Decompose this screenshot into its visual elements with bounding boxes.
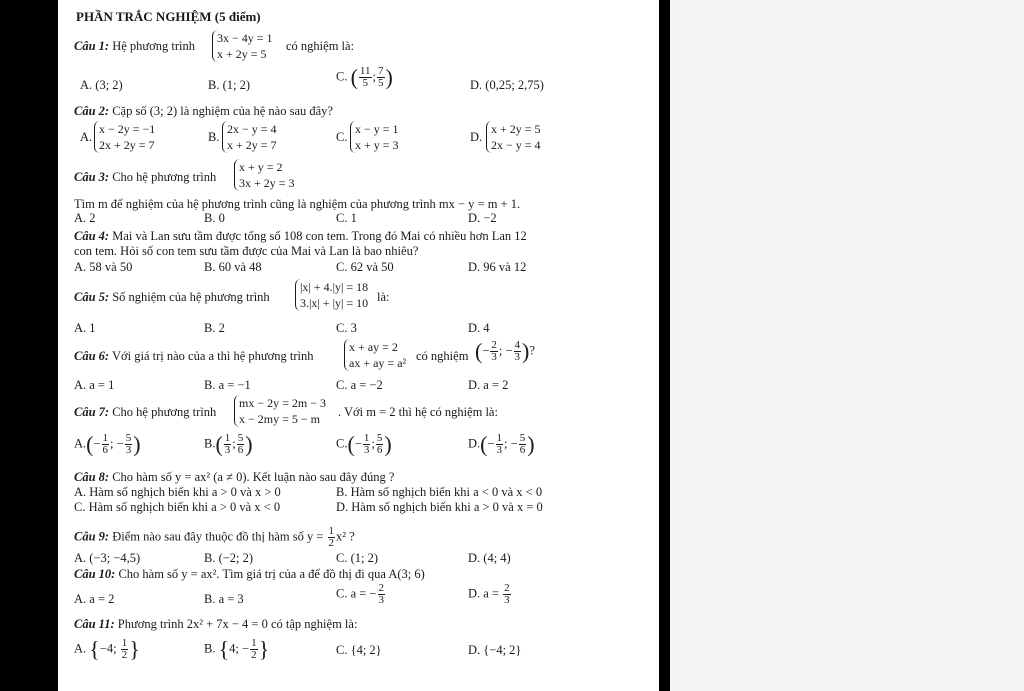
question-label: Câu 5: xyxy=(74,290,110,304)
option-b: B. 2 xyxy=(204,321,225,335)
option-c: C. a = −2 xyxy=(336,378,383,392)
question-label: Câu 2: xyxy=(74,104,110,118)
option-c: C. {4; 2} xyxy=(336,643,382,657)
question-text: Cho hàm số y = ax² (a ≠ 0). Kết luận nào sau đây đúng ? xyxy=(112,470,395,484)
option-a: x − 2y = −1 2x + 2y = 7 xyxy=(94,121,155,153)
question-2 xyxy=(74,104,333,118)
option-b-label: B. xyxy=(208,130,220,144)
option-a: A. (−3; −4,5) xyxy=(74,551,141,565)
option-c-label: C. xyxy=(336,130,348,144)
option-d: D.(− $\frac{1}{3}$ ; − $\frac{5}{6}$ ) xyxy=(468,431,535,457)
question-text: Cho hệ phương trình xyxy=(112,170,217,184)
question-text: Cho hàm số y = ax². Tìm giá trị của a để đồ thị đi qua A(3; 6) xyxy=(118,567,425,581)
option-b: B. 0 xyxy=(204,211,225,225)
option-a: A. 2 xyxy=(74,211,96,225)
option-a: A. a = 1 xyxy=(74,378,115,392)
question-text: là: xyxy=(377,290,390,304)
equation-system: mx − 2y = 2m − 3 x − 2my = 5 − m xyxy=(234,395,326,427)
equation-system xyxy=(212,30,273,62)
question-11 xyxy=(74,617,357,631)
option-a-label: A. xyxy=(80,130,93,144)
option-b: B. (−2; 2) xyxy=(204,551,254,565)
question-8 xyxy=(74,470,394,484)
question-label: Câu 7: xyxy=(74,405,110,419)
option-d: x + 2y = 5 2x − y = 4 xyxy=(486,121,541,153)
question-3 xyxy=(74,170,216,184)
option-b: B. 60 và 48 xyxy=(204,260,262,274)
option-d: D. a = $\frac{2}{3}$ xyxy=(468,582,510,606)
question-text: Phương trình 2x² + 7x − 4 = 0 có tập nghiệm là: xyxy=(117,617,358,631)
option-a: A. Hàm số nghịch biến khi a > 0 và x > 0 xyxy=(74,485,281,499)
question-7 xyxy=(74,405,216,419)
option-b: B.( $\frac{1}{3}$ ; $\frac{5}{6}$ ) xyxy=(204,431,253,457)
question-label: Câu 3: xyxy=(74,170,110,184)
question-text: Cho hệ phương trình xyxy=(112,405,217,419)
option-d: D. a = 2 xyxy=(468,378,509,392)
question-text: Tìm m để nghiệm của hệ phương trình cũng là nghiệm của phương trình mx − y = m + 1. xyxy=(74,197,521,211)
question-10 xyxy=(74,567,425,581)
question-text: Số nghiệm của hệ phương trình xyxy=(112,290,270,304)
question-text: Cặp số (3; 2) là nghiệm của hệ nào sau đây? xyxy=(112,104,333,118)
option-d: D. (4; 4) xyxy=(468,551,511,565)
option-b: B. a = 3 xyxy=(204,592,244,606)
option-a: A. 1 xyxy=(74,321,96,335)
option-c: C. a = − $\frac{2}{3}$ xyxy=(336,582,384,606)
equation-system: x + y = 2 3x + 2y = 3 xyxy=(234,159,295,191)
question-label: Câu 4: xyxy=(74,229,110,243)
option-c: C. Hàm số nghịch biến khi a > 0 và x < 0 xyxy=(74,500,281,514)
question-5 xyxy=(74,290,270,304)
option-b: B. a = −1 xyxy=(204,378,251,392)
option-c: C. (1; 2) xyxy=(336,551,379,565)
question-6 xyxy=(74,349,314,363)
question-4 xyxy=(74,229,527,243)
option-c: C. 1 xyxy=(336,211,357,225)
option-c: x − y = 1 x + y = 3 xyxy=(350,121,399,153)
option-c: C. 3 xyxy=(336,321,357,335)
option-a: A. (3; 2) xyxy=(80,78,123,92)
question-text: có nghiệm là: xyxy=(286,39,355,53)
question-label: Câu 9: xyxy=(74,529,110,544)
option-b: B. Hàm số nghịch biến khi a < 0 và x < 0 xyxy=(336,485,543,499)
question-9: Câu 9: Điểm nào sau đây thuộc đồ thị hàm số y = $\frac{1}{2}$ x² ? xyxy=(74,525,355,549)
question-text: Hệ phương trình xyxy=(112,39,196,53)
equation-system: |x| + 4.|y| = 18 3.|x| + |y| = 10 xyxy=(295,279,368,311)
question-text: Với giá trị nào của a thì hệ phương trình xyxy=(111,349,314,363)
option-a: A. a = 2 xyxy=(74,592,115,606)
equation-system: x + ay = 2 ax + ay = a² xyxy=(344,339,406,371)
option-d: D. Hàm số nghịch biến khi a > 0 và x = 0 xyxy=(336,500,543,514)
question-1 xyxy=(74,39,195,53)
right-panel xyxy=(670,0,1024,691)
option-d: D. 96 và 12 xyxy=(468,260,527,274)
option-d: D. (0,25; 2,75) xyxy=(470,78,544,92)
question-label: Câu 11: xyxy=(74,617,115,631)
question-text: . Với m = 2 thì hệ có nghiệm là: xyxy=(338,405,498,419)
question-label: Câu 6: xyxy=(74,349,110,363)
section-heading: PHẦN TRẮC NGHIỆM (5 điểm) xyxy=(76,9,261,24)
question-label: Câu 8: xyxy=(74,470,110,484)
option-c: C. ( $\frac{11}{5}$ ; $\frac{7}{5}$ ) xyxy=(336,64,393,90)
equation: x + 2y = 5 xyxy=(217,47,267,61)
option-b: B. {4; − $\frac{1}{2}$ } xyxy=(204,636,270,662)
solution-pair: (− $\frac{2}{3}$ ; − $\frac{4}{3}$ )? xyxy=(475,338,535,364)
exam-page xyxy=(58,0,659,691)
option-a: A. {−4; $\frac{1}{2}$ } xyxy=(74,636,140,662)
option-c: C. 62 và 50 xyxy=(336,260,394,274)
option-d-label: D. xyxy=(470,130,483,144)
question-text: con tem. Hỏi số con tem sưu tầm được của Mai và Lan là bao nhiêu? xyxy=(74,244,419,258)
question-label: Câu 10: xyxy=(74,567,116,581)
option-d: D. −2 xyxy=(468,211,497,225)
option-d: D. {−4; 2} xyxy=(468,643,522,657)
equation: 3x − 4y = 1 xyxy=(217,31,273,45)
option-d: D. 4 xyxy=(468,321,490,335)
option-a: A.(− $\frac{1}{6}$ ; − $\frac{5}{3}$ ) xyxy=(74,431,141,457)
question-text: Điểm nào sau đây thuộc đồ thị hàm số y = xyxy=(112,529,324,544)
option-c: C.(− $\frac{1}{3}$ ; $\frac{5}{6}$ ) xyxy=(336,431,392,457)
question-text: có nghiệm xyxy=(416,349,469,363)
question-text: Mai và Lan sưu tầm được tổng số 108 con tem. Trong đó Mai có nhiều hơn Lan 12 xyxy=(112,229,527,243)
option-b: 2x − y = 4 x + 2y = 7 xyxy=(222,121,277,153)
option-a: A. 58 và 50 xyxy=(74,260,133,274)
option-b: B. (1; 2) xyxy=(208,78,251,92)
question-label: Câu 1: xyxy=(74,39,110,53)
